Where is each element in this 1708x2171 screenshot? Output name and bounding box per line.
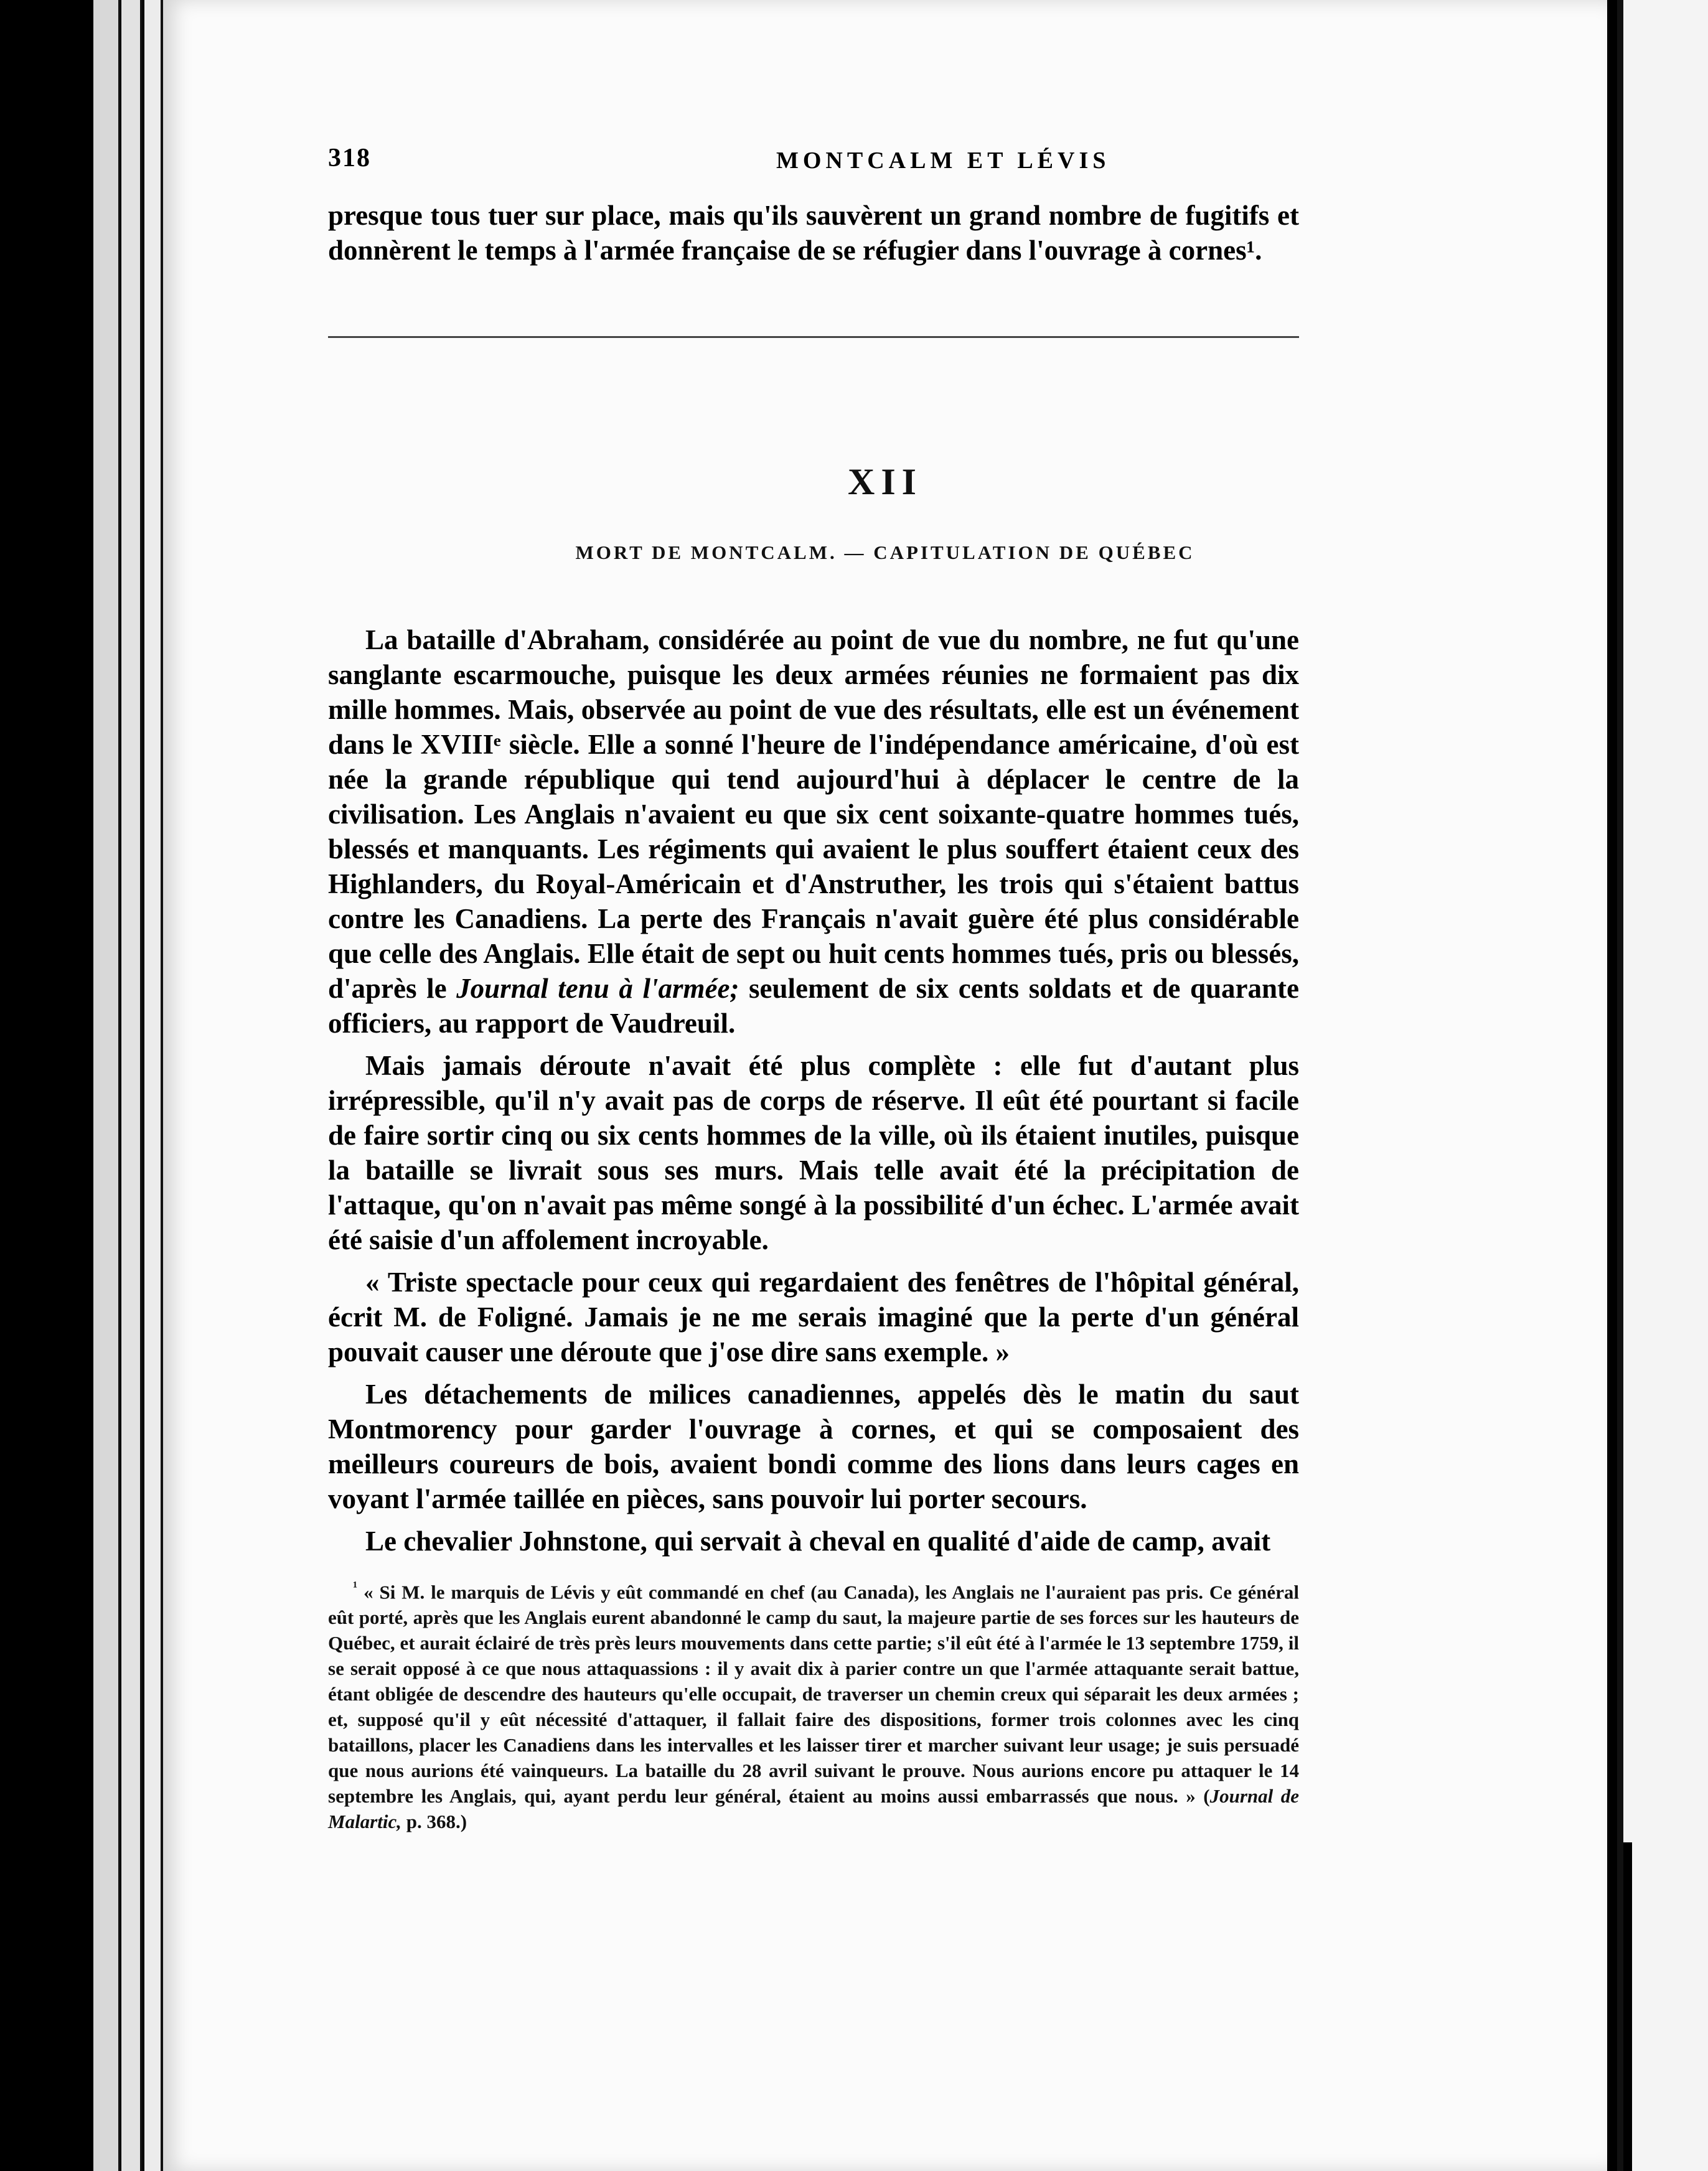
chapter-number: XII xyxy=(847,461,923,502)
paragraph: « Triste spectacle pour ceux qui regardaient des fenêtres de l'hôpital général, écrit M. de Foligné. Jamais je ne me serais imaginé que la perte d'un général pouvait causer une déroute que j'ose dire sans exemple. » xyxy=(328,1267,1299,1367)
section-divider xyxy=(328,336,1299,338)
running-title: MONTCALM ET LÉVIS xyxy=(776,148,1110,174)
page-edge xyxy=(93,0,121,2171)
continuation-paragraph: presque tous tuer sur place, mais qu'ils sauvèrent un grand nombre de fugitifs et donnèrent le temps à l'armée française de se réfugier dans l'ouvrage à cornes¹. xyxy=(328,200,1299,266)
page-number: 318 xyxy=(328,144,371,172)
next-page-edge xyxy=(1617,0,1708,2171)
book-page xyxy=(163,0,1607,2171)
main-text xyxy=(328,622,1299,1566)
running-head xyxy=(328,143,1461,181)
footnote xyxy=(328,1575,1299,1834)
italic-title: Journal tenu à l'armée; xyxy=(456,973,739,1004)
chapter-title: MORT DE MONTCALM. — CAPITULATION DE QUÉBEC xyxy=(575,542,1195,563)
page-edge xyxy=(121,0,143,2171)
paragraph: Les détachements de milices canadiennes, appelés dès le matin du saut Montmorency pour garder l'ouvrage à cornes, et qui se composaient des meilleurs coureurs de bois, avaient bondi comme des lions dans leurs cages en voyant l'armée taillée en pièces, sans pouvoir lui porter secours. xyxy=(328,1379,1299,1514)
footnote-mark: ¹ xyxy=(353,1579,358,1595)
footnote-source: Journal de Malartic, xyxy=(328,1785,1300,1833)
paragraph: Le chevalier Johnstone, qui servait à cheval en qualité d'aide de camp, avait xyxy=(365,1526,1271,1557)
page-edge xyxy=(144,0,163,2171)
paragraph: Mais jamais déroute n'avait été plus complète : elle fut d'autant plus irrépressible, qu'il n'y avait pas de corps de réserve. Il eût été pourtant si facile de faire sortir cinq ou six cents hommes de la ville, où ils étaient inutiles, puisque la bataille se livrait sous ses murs. Mais telle avait été la précipitation de l'attaque, qu'on n'avait pas même songé à la possibilité d'un échec. L'armée avait été saisie d'un affolement incroyable. xyxy=(328,1050,1299,1255)
paragraph: La bataille d'Abraham, considérée au point de vue du nombre, ne fut qu'une sanglante escarmouche, puisque les deux armées réunies ne formaient pas dix mille hommes. Mais, observée au point de vue des résultats, elle est un événement dans le XVIIIᵉ siècle. Elle a sonné l'heure de l'indépendance américaine, d'où est née la grande république qui tend aujourd'hui à déplacer le centre de la civilisation. Les Anglais n'avaient eu que six cent soixante-quatre hommes tués, blessés et manquants. Les régiments qui avaient le plus souffert étaient ceux des Highlanders, du Royal-Américain et d'Anstruther, les trois qui s'étaient battus contre les Canadiens. La perte des Français n'avait guère été plus considérable que celle des Anglais. Elle était de sept ou huit cents hommes tués, pris ou blessés, d'après le Journal tenu à l'armée; seulement de six cents soldats et de quarante officiers, au rapport de Vaudreuil. xyxy=(328,624,1299,1039)
footnote-text: $^{^1}$ « Si M. le marquis de Lévis y eût commandé en chef (au Canada), les Anglais ne l'auraient pas pris. Ce général eût porté, après que les Anglais eurent abandonné le camp du saut, la majeure partie de ses forces sur les hauteurs de Québec, et aurait éclairé de très près leurs mouvements dans cette partie; s'il eût été à l'armée le 13 septembre 1759, il se serait opposé à ce que nous attaquassions : il y avait dix à parier contre un que l'armée attaquante serait battue, étant obligée de descendre des hauteurs qu'elle occupait, de traverser un chemin creux qui séparait les deux armées ; et, supposé qu'il y eût nécessité d'attaquer, il fallait faire des dispositions, former trois colonnes avec les cinq bataillons, placer les Canadiens dans les intervalles et les laisser tirer et marcher suivant leur usage; je suis persuadé que nous aurions été vainqueurs. La bataille du 28 avril suivant le prouve. Nous aurions encore pu attaquer le 14 septembre les Anglais, qui, ayant perdu leur général, étaient au moins aussi embarrassés que nous. » (Journal de Malartic, p. 368.) xyxy=(328,1579,1300,1833)
